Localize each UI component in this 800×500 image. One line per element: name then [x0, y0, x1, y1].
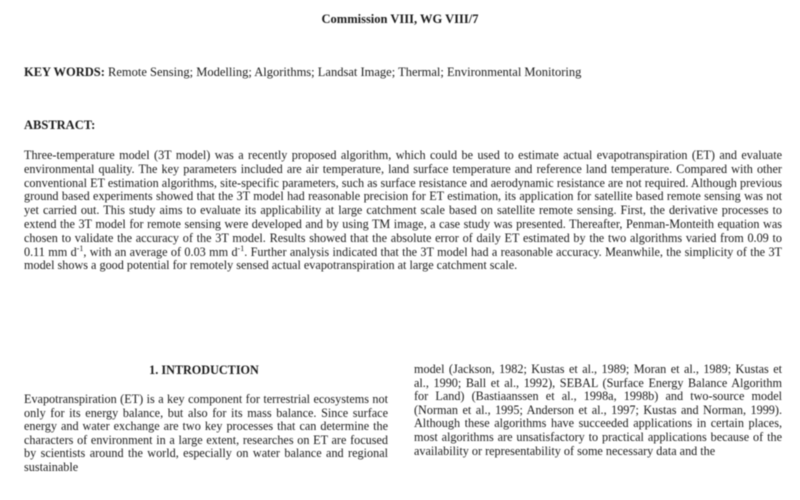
keywords-label: KEY WORDS: [24, 65, 105, 79]
introduction-right-column: model (Jackson, 1982; Kustas et al., 1989; Moran et al., 1989; Kustas et al., 1990; Ball et al., 1992), SEBAL (Surface Energy Balance Algorithm for Land) (Bastiaanssen et al., 1998a, 1998b) and two-source model (Norman et al., 1995; Anderson et al., 1997; Kustas and Norman, 1999). Although these algorithms have succeeded applications in certain places, most algorithms are unsatisfactory to practical applications because of the availability or representability of some necessary data and the [414, 362, 782, 458]
abstract-heading: ABSTRACT: [24, 118, 96, 132]
abstract-paragraph [24, 149, 782, 273]
abstract-superscript-1: -1 [76, 243, 84, 253]
introduction-left-column: Evapotranspiration (ET) is a key component for terrestrial ecosystems not only for its energy balance, but also for its mass balance. Since surface energy and water exchange are two key processes that can determine the characters of environment in a large extent, researches on ET are focused by scientists around the world, especially on water balance and regional sustainable [24, 392, 388, 474]
abstract-text-part1: Three-temperature model (3T model) was a recently proposed algorithm, which could be used to estimate actual evapotranspiration (ET) and evaluate environmental quality. The key parameters included are air temperature, land surface temperature and reference land temperature. Compared with other conventional ET estimation algorithms, site-specific parameters, such as surface resistance and aerodynamic resistance are not required. Although previous ground based experiments showed that the 3T model had reasonable precision for ET estimation, its application for satellite based remote sensing was not yet carried out. This study aims to evaluate its applicability at large catchment scale based on satellite remote sensing. First, the derivative processes to extend the 3T model for remote sensing were developed and by using TM image, a case study was presented. Thereafter, Penman-Monteith equation was chosen to validate the accuracy of the 3T model. Results showed that the absolute error of daily ET estimated by the two algorithms varied from 0.09 to 0.11 mm d [24, 148, 782, 259]
commission-line: Commission VIII, WG VIII/7 [321, 12, 479, 26]
abstract-superscript-2: -1 [237, 243, 245, 253]
introduction-heading: 1. INTRODUCTION [149, 363, 259, 377]
abstract-text-part2: , with an average of 0.03 mm d [83, 244, 238, 259]
abstract-text-part3: . Further analysis indicated that the 3T model had a reasonable accuracy. Meanwhile, the simplicity of the 3T model shows a good potential for remotely sensed actual evapotranspiration at large catchment scale. [24, 244, 782, 273]
keywords-text: Remote Sensing; Modelling; Algorithms; Landsat Image; Thermal; Environmental Monitoring [108, 65, 582, 79]
keywords-line [24, 65, 784, 80]
